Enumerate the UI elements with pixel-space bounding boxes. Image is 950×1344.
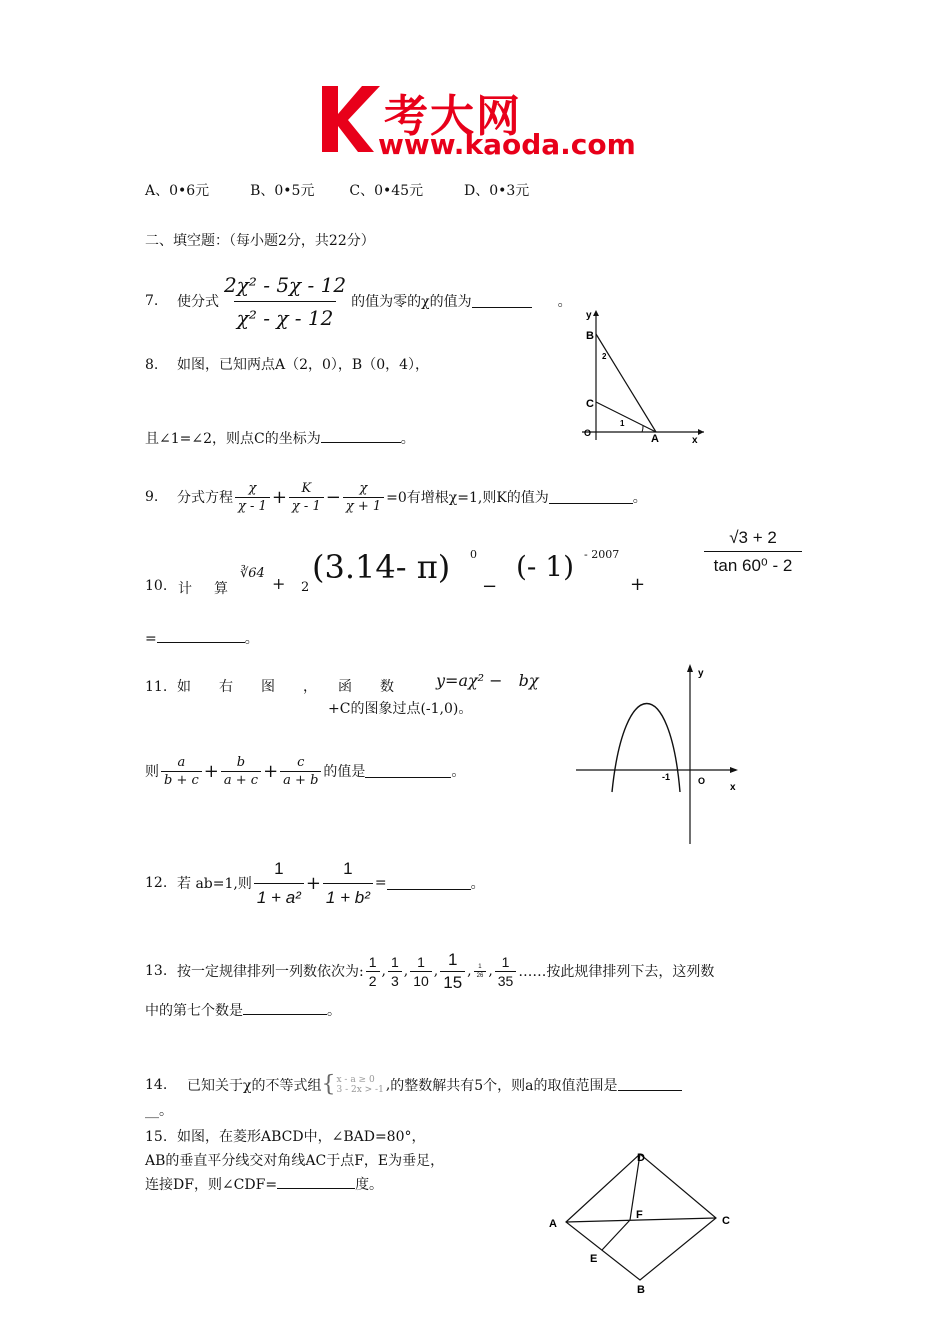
q13-t1-den: 2 xyxy=(366,971,380,989)
q7-number: 7. xyxy=(145,293,159,309)
q11-line2: +C的图象过点(-1,0)。 xyxy=(328,701,473,717)
q12-eq: = xyxy=(374,875,387,891)
q13-t4-den: 15 xyxy=(440,971,465,993)
q11-fig-x-label: x xyxy=(730,782,736,793)
q6-option-b: B、0•5元 xyxy=(250,183,315,199)
q15-fig-e-label: E xyxy=(590,1253,598,1265)
q13-t1-num: 1 xyxy=(368,953,377,970)
q12-f1-den: 1 + a² xyxy=(254,883,304,908)
q7-numerator: 2χ² - 5χ - 12 xyxy=(224,272,347,297)
q8-line1: 如图，已知两点A（2，0），B（0，4）， xyxy=(177,357,430,373)
q10-frac-denominator: tan 60⁰ - 2 xyxy=(704,551,802,576)
question-14: 14. 已知关于χ的不等式组 { x - a ≥ 0 3 - 2x > -1 , 的整数解共有5个，则a的取值范围是 xyxy=(145,1072,682,1097)
question-12 xyxy=(145,852,485,914)
q10-plus-2: + xyxy=(630,574,646,595)
q8-figure xyxy=(578,304,710,448)
q8-end: 。 xyxy=(400,431,415,447)
q11-f1-den: b + c xyxy=(161,771,202,788)
q11-pre: 则 xyxy=(145,764,159,780)
question-7 xyxy=(145,266,572,336)
q12-f2-den: 1 + b² xyxy=(323,883,373,908)
q12-fraction-1 xyxy=(254,859,304,908)
q15-fig-d-label: D xyxy=(637,1152,645,1164)
q9-end: 。 xyxy=(632,490,647,506)
q12-number: 12. xyxy=(145,875,168,891)
q9-minus: − xyxy=(325,486,341,508)
q7-post: 的值为零的χ的值为 xyxy=(351,294,472,310)
q13-t5-den: 26 xyxy=(474,971,487,979)
q15-unit: 度。 xyxy=(355,1177,384,1193)
q12-pre: 若 ab=1,则 xyxy=(177,876,252,892)
q14-pre: 已知关于χ的不等式组 xyxy=(187,1077,322,1094)
q10-plus-1: + xyxy=(272,574,286,593)
q10-answer-blank[interactable] xyxy=(157,630,245,643)
q11-end: 。 xyxy=(451,764,466,780)
q6-option-d: D、0•3元 xyxy=(463,183,530,199)
section-2-heading: 二、填空题：（每小题2分，共22分） xyxy=(145,233,375,249)
q9-f3-denominator: χ + 1 xyxy=(343,497,384,514)
q10-cube-root: ∛64 xyxy=(240,566,265,581)
q8-fig-b-label: B xyxy=(586,330,594,342)
q9-f1-numerator: χ xyxy=(248,480,257,496)
q7-end: 。 xyxy=(557,294,572,310)
q11-answer-blank[interactable] xyxy=(365,765,451,778)
q15-line3 xyxy=(145,1174,383,1194)
q11-f3-den: a + b xyxy=(280,771,321,788)
q6-option-a: A、0•6元 xyxy=(145,183,210,199)
q14-inequality-1: x - a ≥ 0 xyxy=(336,1074,375,1085)
q9-pre: 分式方程 xyxy=(177,490,233,506)
q13-t4-num: 1 xyxy=(447,949,458,969)
q15-line1 xyxy=(145,1126,426,1146)
q10-paren-term: (3.14- π) xyxy=(312,548,451,586)
q13-t3-num: 1 xyxy=(417,953,425,970)
q8-fig-x-label: x xyxy=(692,435,698,444)
q13-term-6 xyxy=(495,954,517,989)
q11-fig-minus1-label: -1 xyxy=(662,772,671,782)
question-13: 13. 按一定规律排列一列数依次为: $\frac{1}{2}$ , $\frac{1}{3}$ , $\frac{1}{10}$ , $\frac{1}{15}$ , $\frac{1}{26}$ , $\frac{1}{35}$ ……按此规律排列下去，这列数 xyxy=(145,949,715,992)
q9-answer-blank[interactable] xyxy=(549,491,633,504)
q11-fraction-1 xyxy=(161,755,202,788)
q15-fig-f-label: F xyxy=(636,1209,643,1221)
q11-f2-den: a + c xyxy=(221,771,261,788)
q15-line1-text: 如图，在菱形ABCD中，∠BAD=80°， xyxy=(177,1129,426,1145)
q9-fraction-2 xyxy=(289,481,324,514)
q10-exp-2007: - 2007 xyxy=(584,548,620,561)
q13-term-3 xyxy=(410,954,432,989)
q7-denominator: χ² - χ - 12 xyxy=(234,301,337,330)
logo-k-mark xyxy=(318,84,382,160)
q13-term-2 xyxy=(388,954,402,989)
q12-answer-blank[interactable] xyxy=(387,877,471,890)
q14-system: { x - a ≥ 0 3 - 2x > -1 xyxy=(321,1072,384,1097)
q14-post: 的整数解共有5个，则a的取值范围是 xyxy=(390,1077,618,1094)
q15-line3-text: 连接DF，则∠CDF= xyxy=(145,1177,278,1193)
q11-number: 11. xyxy=(145,679,168,695)
q11-expression: 则 $\frac{a}{b + c}$ + $\frac{b}{a + c}$ + $\frac{c}{a + b}$ 的值是 。 xyxy=(145,754,466,788)
q10-frac-numerator: √3 + 2 xyxy=(729,528,777,547)
q11-fig-origin-label: O xyxy=(698,776,706,786)
q10-eq: = xyxy=(145,631,157,647)
q10-neg-one: (- 1) xyxy=(516,550,575,583)
q8-number: 8. xyxy=(145,357,159,373)
q15-fig-c-label: C xyxy=(722,1215,730,1227)
q9-fraction-3 xyxy=(343,481,384,514)
q13-line2 xyxy=(145,1000,341,1020)
q9-f2-denominator: χ - 1 xyxy=(289,497,324,514)
q9-f1-denominator: χ - 1 xyxy=(235,497,270,514)
q9-f3-numerator: χ xyxy=(359,480,368,496)
q13-t3-den: 10 xyxy=(410,971,432,989)
q13-t5-num: 1 xyxy=(478,963,482,970)
q11-fraction-3 xyxy=(280,755,321,788)
q15-figure xyxy=(540,1146,740,1300)
q7-pre: 使分式 xyxy=(177,294,219,310)
q14-inequality-2: 3 - 2x > -1 xyxy=(336,1084,384,1095)
q14-end: __。 xyxy=(145,1103,173,1119)
q10-end: 。 xyxy=(244,631,259,647)
q15-answer-blank[interactable] xyxy=(277,1176,355,1189)
q10-label: 计 算 xyxy=(178,581,232,597)
q13-term-4 xyxy=(440,950,465,993)
q10-fraction xyxy=(704,528,802,576)
q13-t6-num: 1 xyxy=(501,953,510,970)
q13-end: 。 xyxy=(327,1003,341,1019)
q10-two: 2 xyxy=(301,580,310,595)
q8-fig-angle1-label: 1 xyxy=(620,419,625,428)
q13-t6-den: 35 xyxy=(495,971,517,989)
q12-end: 。 xyxy=(470,876,485,892)
q14-number: 14. xyxy=(145,1076,168,1093)
q8-fig-y-label: y xyxy=(586,310,592,321)
q8-fig-a-label: A xyxy=(651,433,659,444)
q11-figure xyxy=(574,660,750,850)
q8-fig-c-label: C xyxy=(586,398,594,410)
q13-term-5 xyxy=(474,964,487,979)
q11-f3-num: c xyxy=(297,754,305,770)
question-9 xyxy=(145,474,647,520)
q9-plus: + xyxy=(271,486,287,508)
q13-answer-blank[interactable] xyxy=(243,1002,327,1015)
q10-answer xyxy=(145,628,259,648)
q13-post: ……按此规律排列下去，这列数 xyxy=(518,964,715,980)
q10-exp-zero: 0 xyxy=(470,548,477,561)
q11-f2-num: b xyxy=(236,754,246,770)
q11-text1: 如 右 图 ， 函 数 xyxy=(177,679,394,695)
logo-url: www.kaoda.com xyxy=(378,128,636,161)
logo-cn-name: 考大网 xyxy=(384,91,522,142)
q11-fraction-2 xyxy=(221,755,261,788)
question-8 xyxy=(145,354,429,374)
q8-fig-origin-label: O xyxy=(584,428,592,438)
q11-function: y=aχ² − bχ xyxy=(436,671,539,690)
q9-number: 9. xyxy=(145,489,159,505)
q10-number: 10. xyxy=(145,578,168,594)
q11-f1-num: a xyxy=(177,754,186,770)
q6-options xyxy=(145,180,529,200)
q15-line2: AB的垂直平分线交对角线AC于点F，E为垂足， xyxy=(145,1153,445,1169)
q7-answer-blank[interactable] xyxy=(472,295,532,308)
q15-fig-a-label: A xyxy=(549,1218,557,1230)
q12-f2-num: 1 xyxy=(343,858,353,878)
q14-answer-blank[interactable] xyxy=(618,1078,682,1091)
q13-t2-num: 1 xyxy=(390,953,399,970)
q9-f2-numerator: K xyxy=(301,480,312,496)
q9-post: =0有增根χ=1,则K的值为 xyxy=(386,490,549,506)
q8-fig-angle2-label: 2 xyxy=(602,352,607,361)
q13-number: 13. xyxy=(145,963,168,979)
q13-pre: 按一定规律排列一列数依次为: xyxy=(177,964,364,980)
q11-fig-y-label: y xyxy=(698,668,704,679)
q13-t2-den: 3 xyxy=(388,971,402,989)
q9-fraction-1 xyxy=(235,481,270,514)
q7-fraction xyxy=(221,273,349,330)
q6-option-c: C、0•45元 xyxy=(349,183,424,199)
q10-minus: − xyxy=(482,576,498,597)
q15-fig-b-label: B xyxy=(637,1284,645,1296)
q8-line2-text: 且∠1=∠2，则点C的坐标为 xyxy=(145,431,321,447)
q13-term-1 xyxy=(366,954,380,989)
q12-plus: + xyxy=(305,872,321,894)
logo xyxy=(318,84,638,160)
q11-line1 xyxy=(145,676,394,696)
q8-line2 xyxy=(145,428,415,448)
q12-f1-num: 1 xyxy=(274,858,284,878)
q11-post: 的值是 xyxy=(323,764,366,780)
q15-number: 15. xyxy=(145,1129,168,1145)
q12-fraction-2 xyxy=(323,859,373,908)
q13-line2-text: 中的第七个数是 xyxy=(145,1003,243,1019)
q8-answer-blank[interactable] xyxy=(321,430,401,443)
